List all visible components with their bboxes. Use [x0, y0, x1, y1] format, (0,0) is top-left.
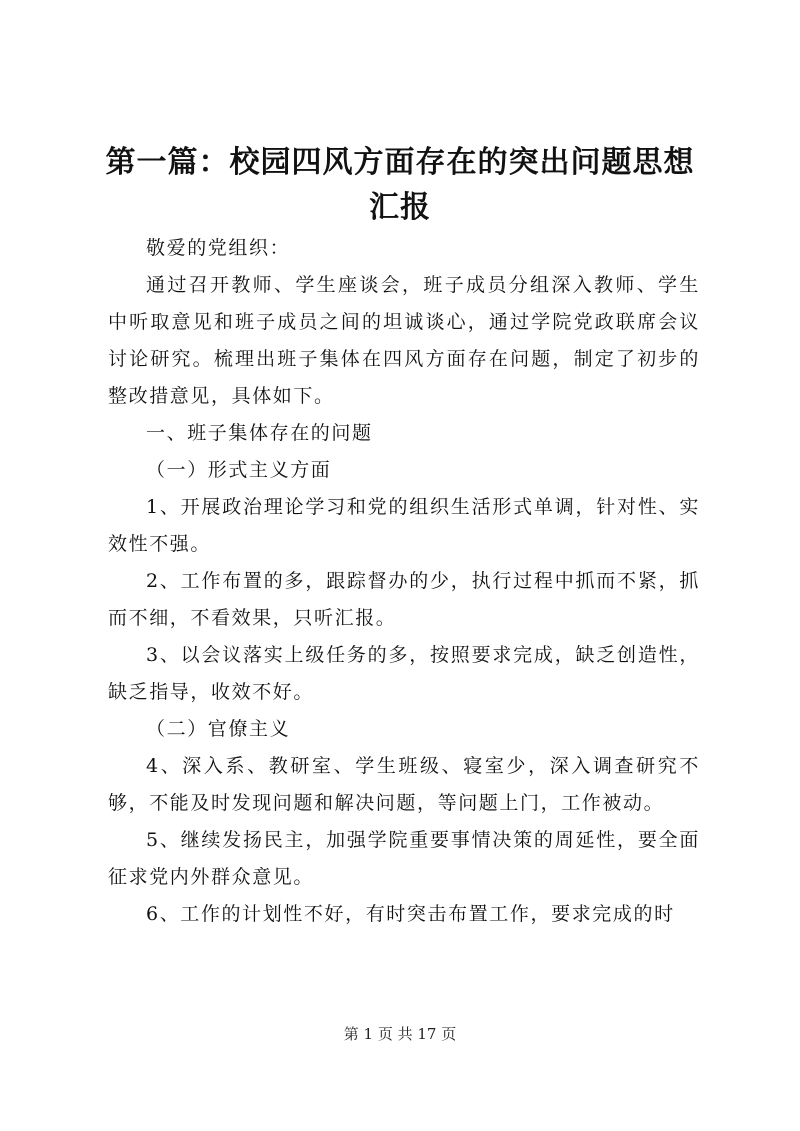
subsection-heading: （一）形式主义方面	[146, 459, 332, 481]
list-item: 6、工作的计划性不好，有时突击布置工作，要求完成的时	[146, 903, 675, 925]
document-title: 第一篇：校园四风方面存在的突出问题思想汇报	[105, 145, 695, 225]
list-item: 5、继续发扬民主，加强学院重要事情决策的周延性，要全面征求党内外群众意见。	[108, 829, 700, 888]
list-item: 2、工作布置的多，跟踪督办的少，执行过程中抓而不紧，抓而不细，不看效果，只听汇报。	[108, 570, 700, 629]
page-number-footer: 第 1 页 共 17 页	[343, 1025, 457, 1043]
intro-paragraph: 通过召开教师、学生座谈会，班子成员分组深入教师、学生中听取意见和班子成员之间的坦诚谈心，通过学院党政联席会议讨论研究。梳理出班子集体在四风方面存在问题，制定了初步的整改措意见，具体如下。	[108, 274, 700, 407]
salutation-paragraph: 敬爱的党组织：	[146, 237, 291, 259]
list-item: 1、开展政治理论学习和党的组织生活形式单调，针对性、实效性不强。	[108, 496, 700, 555]
section-heading: 一、班子集体存在的问题	[146, 422, 373, 444]
list-item: 4、深入系、教研室、学生班级、寝室少，深入调查研究不够，不能及时发现问题和解决问题，等问题上门，工作被动。	[108, 755, 700, 814]
list-item: 3、以会议落实上级任务的多，按照要求完成，缺乏创造性，缺乏指导，收效不好。	[108, 644, 700, 703]
document-body	[108, 230, 700, 933]
subsection-heading: （二）官僚主义	[146, 718, 291, 740]
